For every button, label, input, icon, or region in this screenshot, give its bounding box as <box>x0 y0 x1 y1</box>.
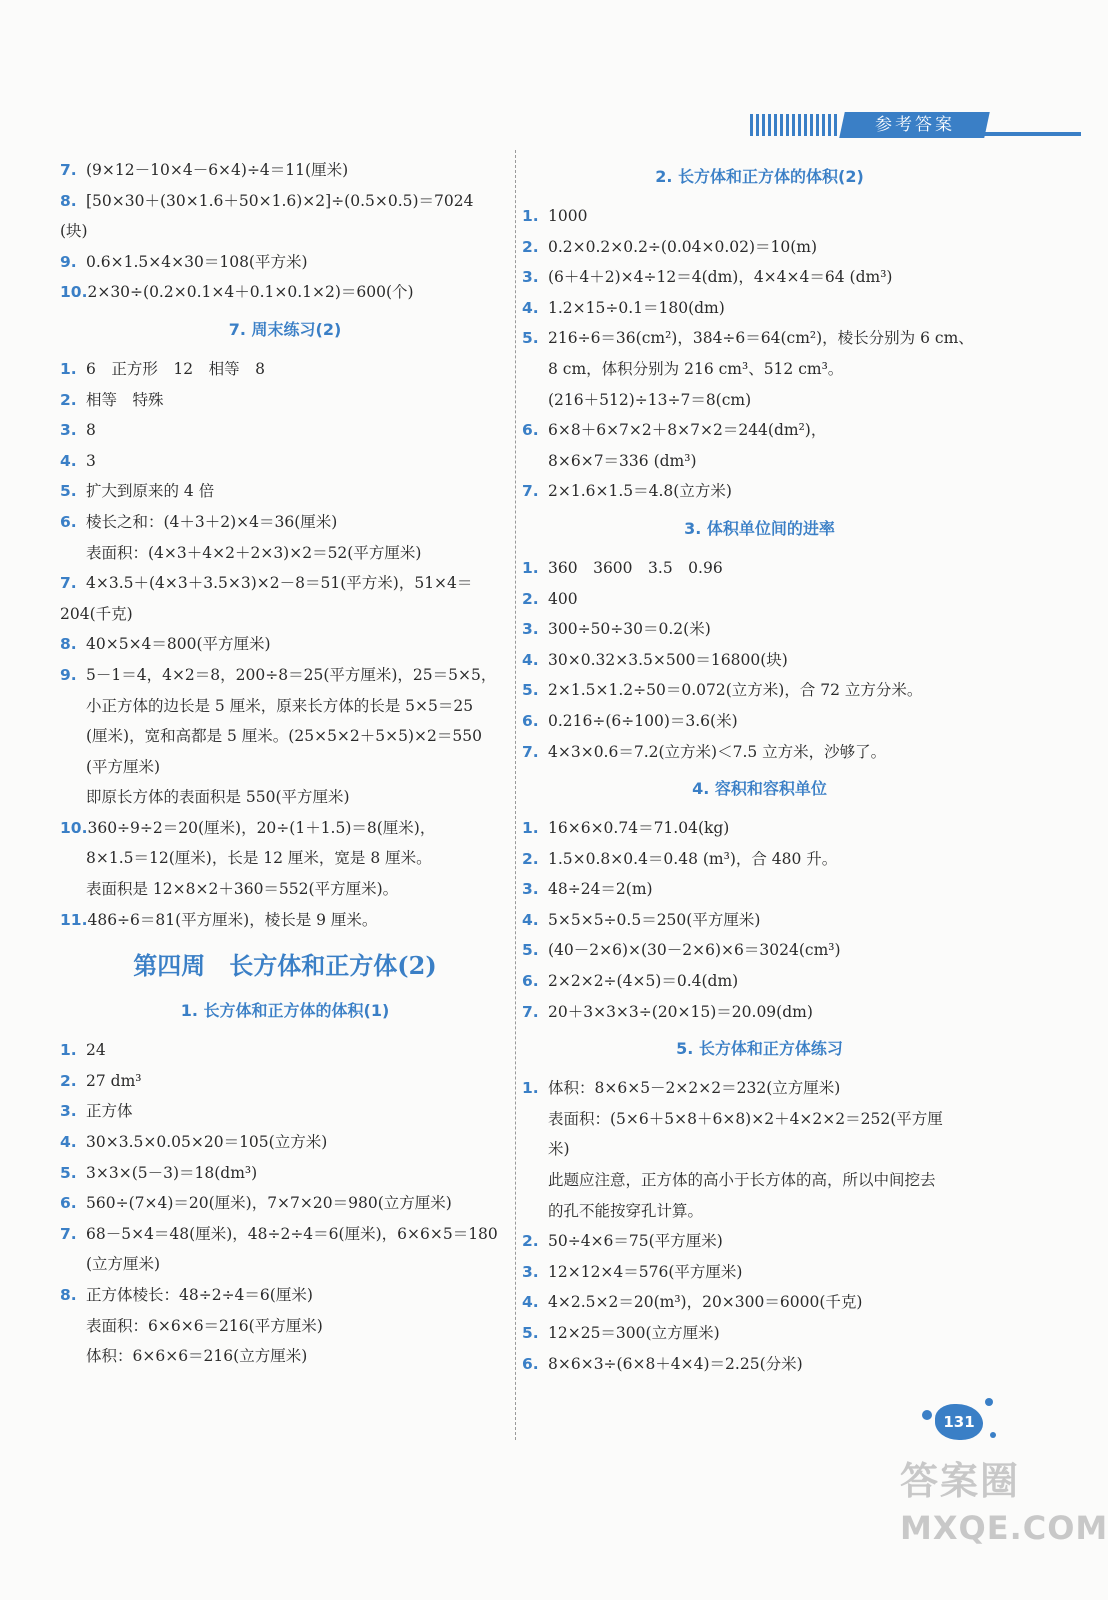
item-number: 7. <box>60 1224 77 1243</box>
item-number: 1. <box>522 558 539 577</box>
left-column <box>60 155 510 1372</box>
answer-item <box>522 232 997 263</box>
item-text: 360 3600 3.5 0.96 <box>548 558 723 577</box>
item-text: 2×1.6×1.5＝4.8(立方米) <box>548 482 732 501</box>
item-number: 8. <box>60 191 77 210</box>
item-number: 1. <box>522 1079 539 1098</box>
item-number: 7. <box>522 482 539 501</box>
item-text: 216÷6＝36(cm²)，384÷6＝64(cm²)，棱长分别为 6 cm、 <box>548 329 974 348</box>
section-title: 7. 周末练习(2) <box>228 319 342 339</box>
item-number: 7. <box>522 1002 539 1021</box>
answer-item <box>60 186 510 217</box>
item-text: 30×3.5×0.05×20＝105(立方米) <box>86 1133 328 1152</box>
item-text: 486÷6＝81(平方厘米)，棱长是 9 厘米。 <box>87 910 378 929</box>
item-number: 4. <box>522 910 539 929</box>
answer-item <box>522 1287 997 1318</box>
item-text: 2×30÷(0.2×0.1×4＋0.1×0.1×2)＝600(个) <box>87 283 414 302</box>
item-number: 10. <box>60 818 88 837</box>
item-number: 5. <box>522 941 539 960</box>
answer-item <box>522 935 997 966</box>
continuation-line: (立方厘米) <box>86 1255 161 1274</box>
item-number: 4. <box>522 298 539 317</box>
item-text: 5×5×5÷0.5＝250(平方厘米) <box>548 910 761 929</box>
item-number: 7. <box>60 574 77 593</box>
answer-item <box>522 262 997 293</box>
section-title: 3. 体积单位间的进率 <box>684 518 835 538</box>
continuation-line: 表面积：(5×6＋5×8＋6×8)×2＋4×2×2＝252(平方厘 <box>548 1109 943 1128</box>
continuation-line: 此题应注意，正方体的高小于长方体的高，所以中间挖去 <box>548 1171 936 1190</box>
decor-bubble <box>990 1432 996 1438</box>
answer-item <box>522 584 997 615</box>
item-number: 2. <box>60 1071 77 1090</box>
item-number: 9. <box>60 665 77 684</box>
item-number: 1. <box>522 819 539 838</box>
item-number: 6. <box>60 512 77 531</box>
answer-item <box>522 706 997 737</box>
item-text: 48÷24＝2(m) <box>548 880 653 899</box>
answer-item <box>522 1349 997 1380</box>
continuation-line: 8 cm，体积分别为 216 cm³、512 cm³。 <box>548 359 844 378</box>
answer-item <box>60 354 510 385</box>
item-text: 正方体 <box>86 1102 133 1121</box>
continuation-line: (块) <box>60 222 88 241</box>
item-text: 40×5×4＝800(平方厘米) <box>86 635 271 654</box>
item-text: 5－1＝4，4×2＝8，200÷8＝25(平方厘米)，25＝5×5， <box>86 665 497 684</box>
item-text: 24 <box>86 1041 106 1060</box>
item-text: 3×3×(5－3)＝18(dm³) <box>86 1163 258 1182</box>
right-column <box>522 155 997 1379</box>
section-title: 2. 长方体和正方体的体积(2) <box>655 167 864 186</box>
answer-item <box>522 645 997 676</box>
item-text: 4×3.5＋(4×3＋3.5×3)×2－8＝51(平方米)，51×4＝ <box>86 574 473 593</box>
item-text: 12×25＝300(立方厘米) <box>548 1324 720 1342</box>
item-number: 1. <box>60 359 77 378</box>
section-title: 4. 容积和容积单位 <box>692 779 827 799</box>
item-number: 6. <box>522 1354 539 1373</box>
answer-item <box>60 507 510 538</box>
item-text: 30×0.32×3.5×500＝16800(块) <box>548 650 788 669</box>
header-stripes <box>750 114 840 136</box>
answer-item <box>522 905 997 936</box>
decor-bubble <box>922 1410 932 1420</box>
item-text: (9×12－10×4－6×4)÷4＝11(厘米) <box>86 161 349 179</box>
item-text: 扩大到原来的 4 倍 <box>86 482 215 501</box>
answer-item <box>522 1073 997 1104</box>
item-text: 0.2×0.2×0.2÷(0.04×0.02)＝10(m) <box>548 237 818 256</box>
answer-item <box>60 155 510 186</box>
answer-item <box>60 629 510 660</box>
answer-item <box>522 966 997 997</box>
item-number: 3. <box>522 1262 539 1281</box>
answer-item <box>60 1158 510 1189</box>
answer-item <box>522 415 997 446</box>
answer-item <box>60 247 510 278</box>
item-number: 3. <box>522 620 539 639</box>
item-number: 9. <box>60 252 77 271</box>
item-text: 6 正方形 12 相等 8 <box>86 359 265 378</box>
item-number: 3. <box>522 880 539 899</box>
answer-item <box>60 1280 510 1311</box>
item-text: 300÷50÷30＝0.2(米) <box>548 620 711 639</box>
item-number: 7. <box>522 742 539 761</box>
item-text: 0.6×1.5×4×30＝108(平方米) <box>86 252 308 271</box>
decor-bubble <box>985 1398 993 1406</box>
item-text: 27 dm³ <box>86 1071 142 1090</box>
answer-item <box>522 1226 997 1257</box>
item-text: 体积：8×6×5－2×2×2＝232(立方厘米) <box>548 1079 841 1098</box>
answer-item <box>60 1096 510 1127</box>
item-number: 1. <box>60 1041 77 1060</box>
section-title: 5. 长方体和正方体练习 <box>676 1039 843 1059</box>
item-text: 8×6×3÷(6×8＋4×4)＝2.25(分米) <box>548 1354 803 1373</box>
item-number: 5. <box>522 329 539 348</box>
item-number: 3. <box>60 1102 77 1121</box>
answer-item <box>60 1188 510 1219</box>
answer-item <box>60 1219 510 1250</box>
answer-item <box>60 385 510 416</box>
item-number: 6. <box>60 1194 77 1213</box>
watermark-bottom: MXQE.COM <box>900 1509 1108 1547</box>
item-text: 1.5×0.8×0.4＝0.48 (m³)，合 480 升。 <box>548 849 838 868</box>
header-band <box>750 110 1081 140</box>
answer-item <box>60 1127 510 1158</box>
item-number: 4. <box>522 650 539 669</box>
item-text: 6×8＋6×7×2＋8×7×2＝244(dm²)， <box>548 421 827 440</box>
item-number: 5. <box>60 1163 77 1182</box>
answer-item <box>522 874 997 905</box>
continuation-line: 米) <box>548 1140 570 1159</box>
item-number: 6. <box>522 421 539 440</box>
item-text: 1000 <box>548 207 588 225</box>
item-text: 560÷(7×4)＝20(厘米)，7×7×20＝980(立方厘米) <box>86 1194 452 1213</box>
item-text: 68－5×4＝48(厘米)，48÷2÷4＝6(厘米)，6×6×5＝180 <box>86 1224 498 1243</box>
item-number: 3. <box>60 421 77 440</box>
answer-item <box>60 1035 510 1066</box>
item-text: 棱长之和：(4＋3＋2)×4＝36(厘米) <box>86 512 338 531</box>
week-title: 第四周 长方体和正方体(2) <box>133 951 437 981</box>
continuation-line: 表面积是 12×8×2＋360＝552(平方厘米)。 <box>86 880 399 899</box>
item-number: 4. <box>522 1293 539 1312</box>
item-number: 8. <box>60 1286 77 1304</box>
item-number: 2. <box>522 237 539 256</box>
item-text: 400 <box>548 589 578 608</box>
item-text: 12×12×4＝576(平方厘米) <box>548 1262 743 1281</box>
answer-item <box>522 675 997 706</box>
item-text: 2×2×2÷(4×5)＝0.4(dm) <box>548 972 739 991</box>
answer-item <box>522 201 997 232</box>
answer-item <box>60 660 510 691</box>
column-divider <box>515 150 516 1440</box>
continuation-line: 的孔不能按穿孔计算。 <box>548 1201 704 1220</box>
continuation-line: (平方厘米) <box>86 757 161 776</box>
answer-item <box>522 476 997 507</box>
item-text: (6＋4＋2)×4÷12＝4(dm)，4×4×4＝64 (dm³) <box>548 268 893 287</box>
item-number: 4. <box>60 451 77 470</box>
item-text: 360÷9÷2＝20(厘米)，20÷(1＋1.5)＝8(厘米)， <box>87 818 436 837</box>
item-number: 2. <box>60 390 77 409</box>
answer-item <box>60 905 510 936</box>
item-number: 5. <box>60 482 77 501</box>
answer-item <box>522 293 997 324</box>
answer-item <box>522 813 997 844</box>
answer-item <box>60 568 510 599</box>
header-rule <box>980 132 1081 136</box>
item-text: 20＋3×3×3÷(20×15)＝20.09(dm) <box>548 1002 813 1021</box>
section-title: 1. 长方体和正方体的体积(1) <box>180 1001 390 1021</box>
continuation-line: 表面积：(4×3＋4×2＋2×3)×2＝52(平方厘米) <box>86 543 422 562</box>
item-number: 3. <box>522 268 539 287</box>
item-number: 6. <box>522 972 539 991</box>
item-text: 2×1.5×1.2÷50＝0.072(立方米)，合 72 立方分米。 <box>548 681 923 700</box>
item-number: 5. <box>522 1324 539 1342</box>
item-number: 6. <box>522 711 539 730</box>
item-number: 2. <box>522 849 539 868</box>
item-text: 正方体棱长：48÷2÷4＝6(厘米) <box>86 1286 313 1304</box>
continuation-line: 表面积：6×6×6＝216(平方厘米) <box>86 1316 323 1335</box>
item-number: 1. <box>522 207 539 225</box>
item-text: [50×30＋(30×1.6＋50×1.6)×2]÷(0.5×0.5)＝7024 <box>86 191 474 210</box>
answer-item <box>60 446 510 477</box>
item-number: 11. <box>60 910 88 929</box>
page-number: 131 <box>935 1404 983 1440</box>
item-text: 50÷4×6＝75(平方厘米) <box>548 1232 723 1251</box>
item-number: 5. <box>522 681 539 700</box>
watermark <box>900 1450 1108 1590</box>
continuation-line: (厘米)，宽和高都是 5 厘米。(25×5×2＋5×5)×2＝550 <box>86 727 482 746</box>
item-number: 2. <box>522 1232 539 1251</box>
continuation-line: 体积：6×6×6＝216(立方厘米) <box>86 1347 308 1366</box>
item-number: 7. <box>60 161 77 179</box>
item-text: 4×3×0.6＝7.2(立方米)＜7.5 立方米，沙够了。 <box>548 742 887 761</box>
answer-item <box>522 997 997 1028</box>
header-label: 参考答案 <box>874 115 955 135</box>
item-text: 4×2.5×2＝20(m³)，20×300＝6000(千克) <box>548 1293 863 1312</box>
answer-item <box>522 844 997 875</box>
item-text: 0.216÷(6÷100)＝3.6(米) <box>548 711 738 730</box>
item-text: 1.2×15÷0.1＝180(dm) <box>548 298 725 317</box>
answer-item <box>522 323 997 354</box>
watermark-top: 答案圈 <box>900 1459 1021 1503</box>
continuation-line: 小正方体的边长是 5 厘米，原来长方体的长是 5×5＝25 <box>86 696 474 715</box>
item-number: 10. <box>60 283 88 302</box>
item-text: 相等 特殊 <box>86 390 164 409</box>
continuation-line: 204(千克) <box>60 604 133 623</box>
answer-item <box>60 813 510 844</box>
item-number: 4. <box>60 1133 77 1152</box>
continuation-line: 8×6×7＝336 (dm³) <box>548 451 697 470</box>
answer-item <box>522 1257 997 1288</box>
header-tab <box>839 112 990 138</box>
answer-item <box>60 476 510 507</box>
continuation-line: 8×1.5＝12(厘米)，长是 12 厘米，宽是 8 厘米。 <box>86 849 432 868</box>
continuation-line: 即原长方体的表面积是 550(平方厘米) <box>86 788 350 807</box>
item-number: 8. <box>60 635 77 654</box>
answer-item <box>522 737 997 768</box>
answer-item <box>60 277 510 308</box>
item-text: 16×6×0.74＝71.04(kg) <box>548 819 730 838</box>
item-number: 2. <box>522 589 539 608</box>
item-text: 8 <box>86 421 96 440</box>
answer-item <box>522 1318 997 1349</box>
answer-item <box>60 415 510 446</box>
item-text: (40－2×6)×(30－2×6)×6＝3024(cm³) <box>548 941 841 960</box>
answer-item <box>522 553 997 584</box>
answer-item <box>522 614 997 645</box>
item-text: 3 <box>86 451 96 470</box>
continuation-line: (216＋512)÷13÷7＝8(cm) <box>548 390 752 409</box>
answer-item <box>60 1066 510 1097</box>
